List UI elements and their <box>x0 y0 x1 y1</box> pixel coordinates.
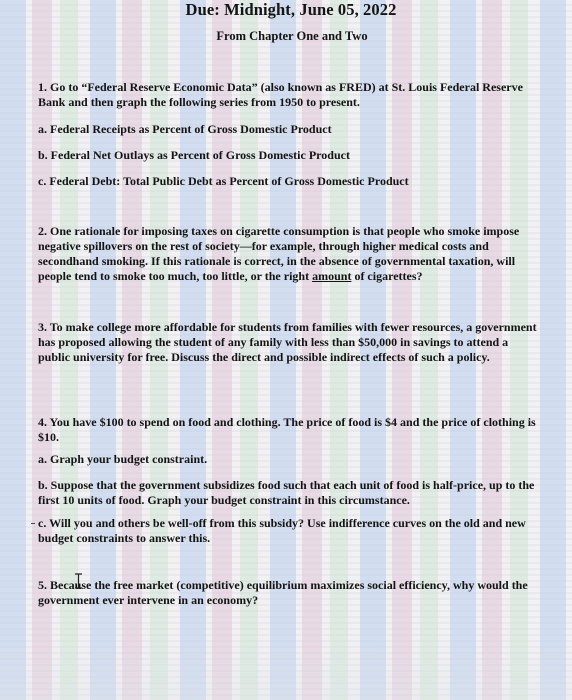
question-2-underlined-word: amount <box>312 269 352 283</box>
question-2-text-end: of cigarettes? <box>351 269 423 283</box>
text-cursor-icon <box>74 573 83 589</box>
question-5: 5. Because the free market (competitive) equilibrium maximizes social efficiency, why would the government ever intervene in an economy? <box>38 578 528 607</box>
question-4-part-c: c. Will you and others be well-off from this subsidy? Use indifference curves on the old and new budget constraints to answer this. <box>38 516 526 545</box>
margin-mark <box>31 523 35 524</box>
question-2-text: 2. One rationale for imposing taxes on cigarette consumption is that people who smoke impose negative spillovers on the rest of society—for example, through higher medical costs and secondhand smoking. If this rationale is correct, in the absence of governmental taxation, will people tend to smoke too much, too little, or the right <box>38 224 520 283</box>
question-1: 1. Go to “Federal Reserve Economic Data” (also known as FRED) at St. Louis Federal Reserve Bank and then graph the following series from 1950 to present. <box>38 80 523 109</box>
question-4-part-a: a. Graph your budget constraint. <box>38 452 208 466</box>
chapter-subtitle: From Chapter One and Two <box>216 29 368 43</box>
question-3: 3. To make college more affordable for students from families with fewer resources, a government has proposed allowing the student of any family with less than $50,000 in savings to attend a public university for free. Discuss the direct and possible indirect effects of such a policy. <box>38 320 537 364</box>
question-1-part-b: b. Federal Net Outlays as Percent of Gross Domestic Product <box>38 148 350 162</box>
page-bottom-shading <box>0 640 572 700</box>
question-2 <box>38 224 538 284</box>
question-4-part-b: b. Suppose that the government subsidizes food such that each unit of food is half-price, up to the first 10 units of food. Graph your budget constraint in this circumstance. <box>38 478 535 507</box>
question-1-part-c: c. Federal Debt: Total Public Debt as Percent of Gross Domestic Product <box>38 174 409 188</box>
question-4: 4. You have $100 to spend on food and clothing. The price of food is $4 and the price of clothing is $10. <box>38 415 536 444</box>
due-date-heading: Due: Midnight, June 05, 2022 <box>185 0 397 19</box>
question-1-part-a: a. Federal Receipts as Percent of Gross Domestic Product <box>38 122 332 136</box>
